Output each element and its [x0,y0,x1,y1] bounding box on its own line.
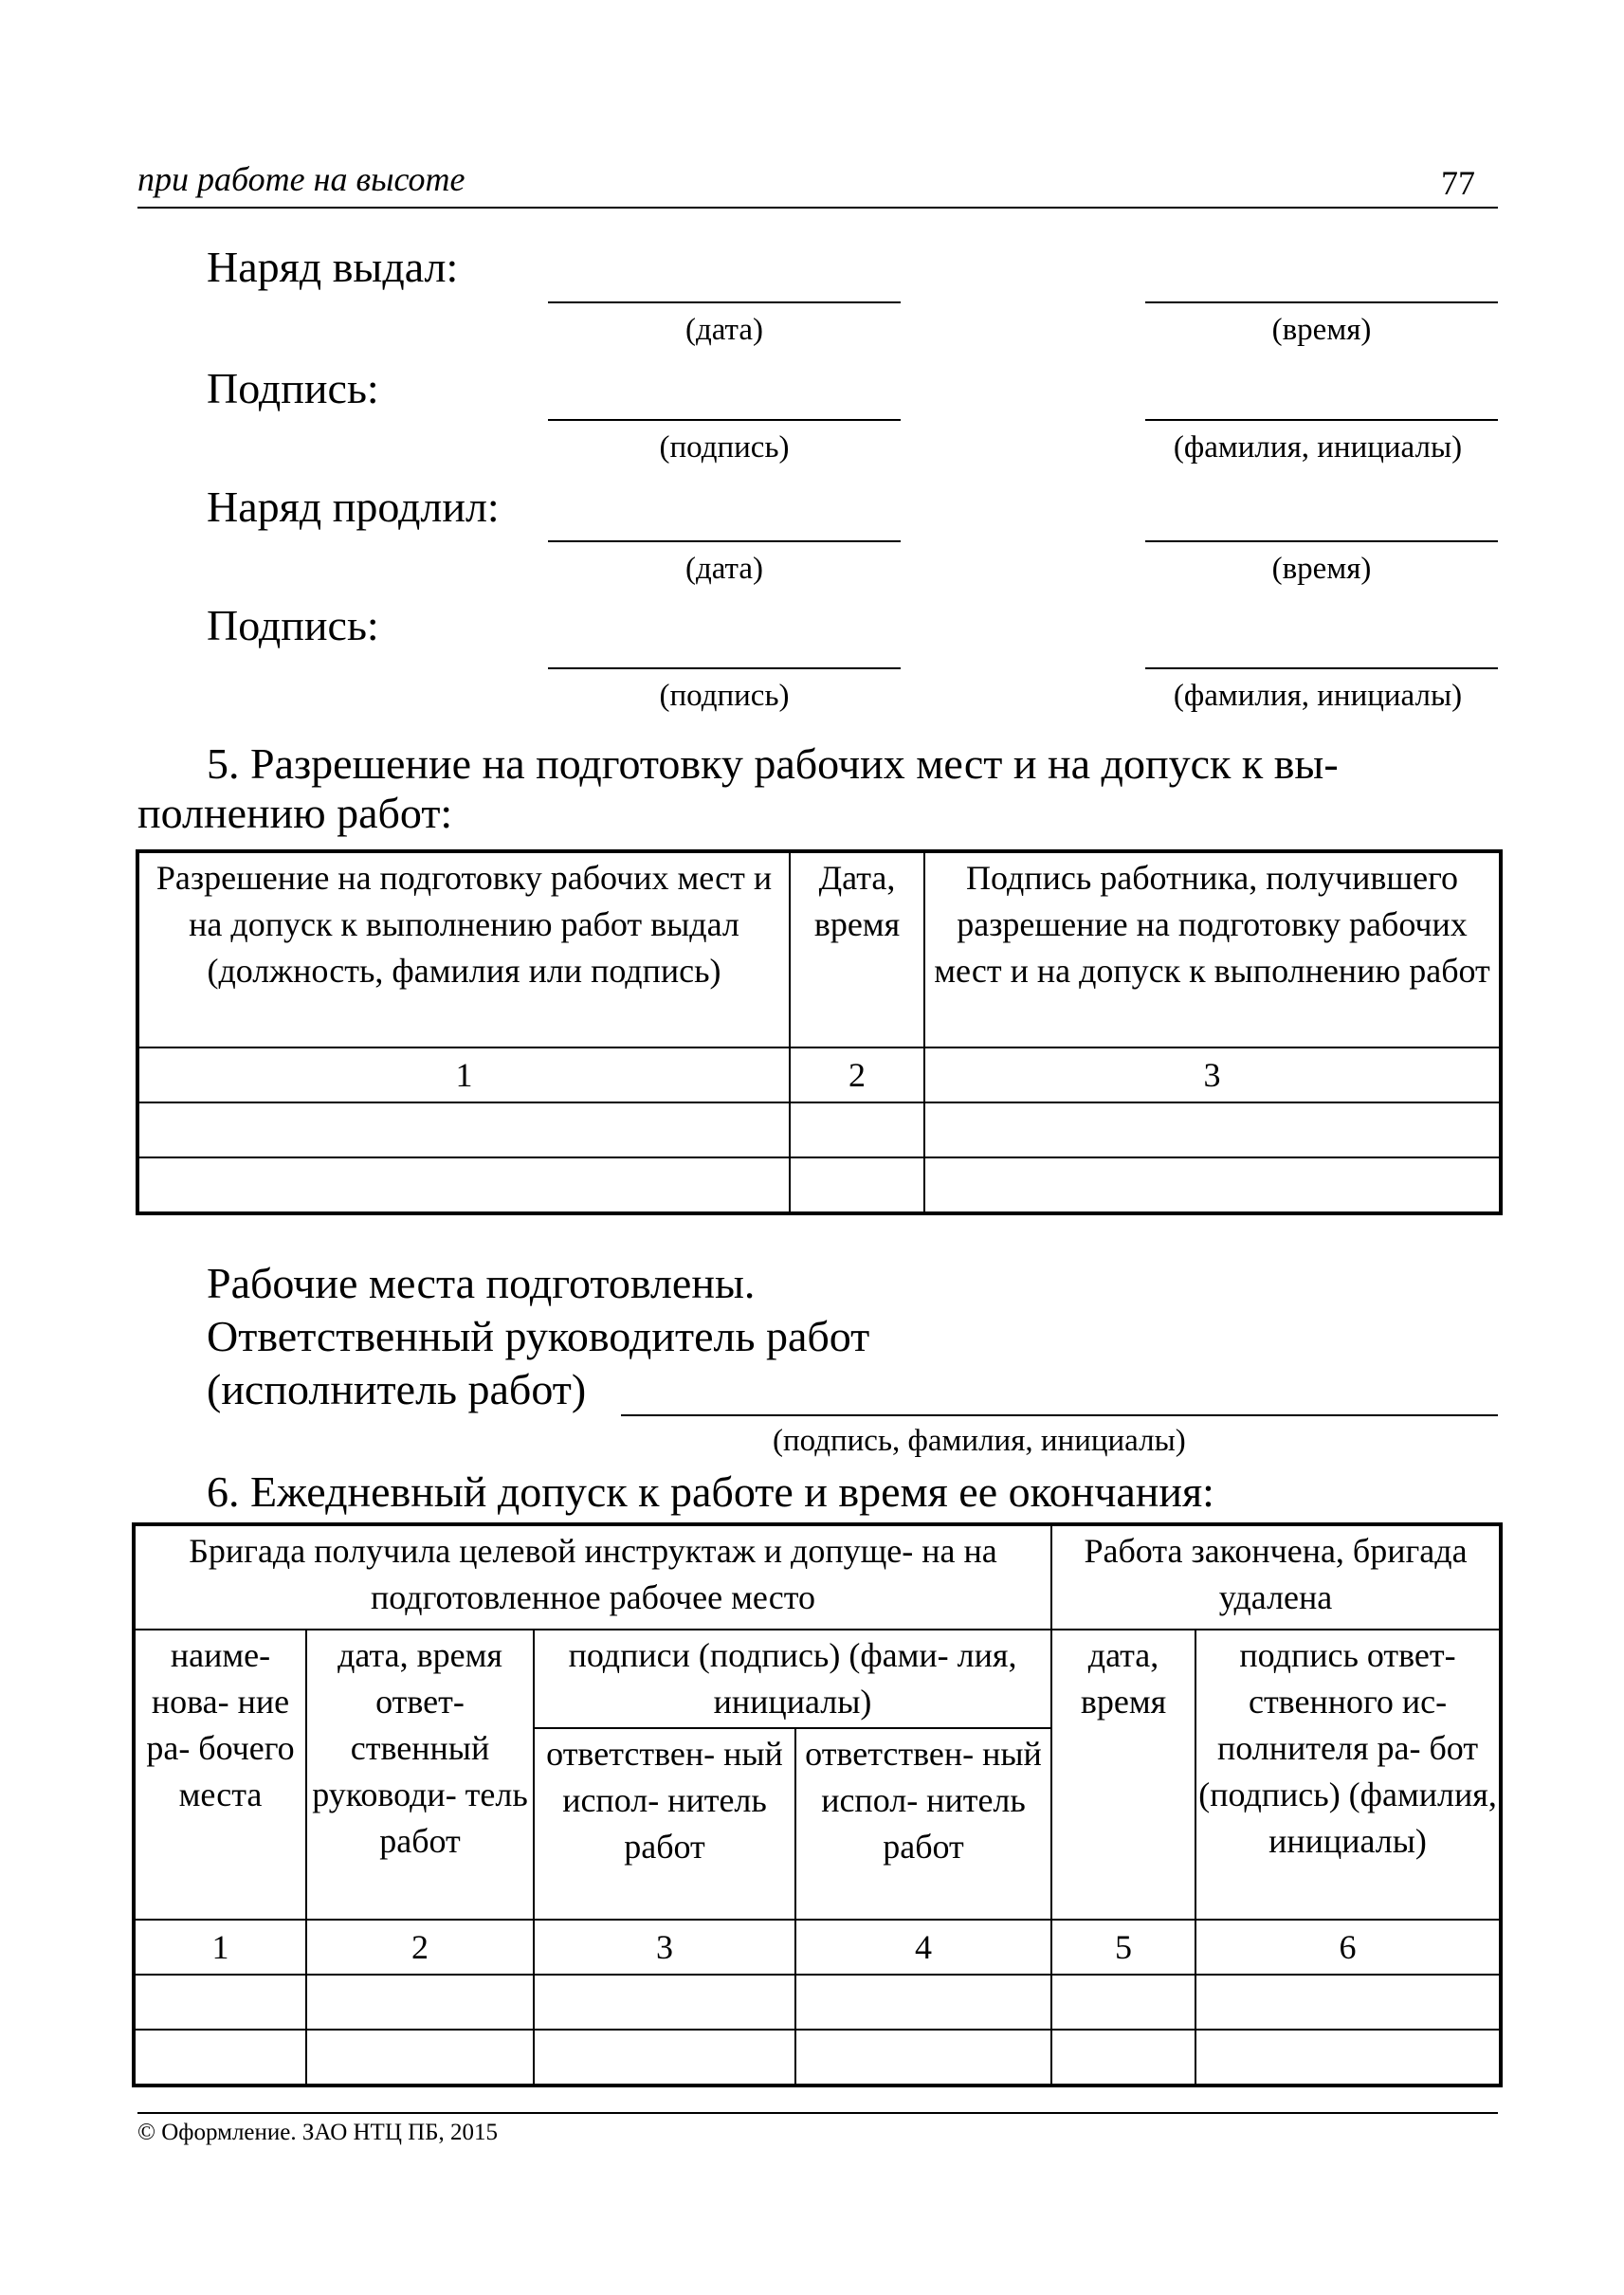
column-header: подписи (подпись) (фами- лия, инициалы) [534,1630,1051,1728]
extended-date-line [548,540,901,542]
name1-line [1145,419,1498,421]
group-header: Бригада получила целевой инструктаж и допуще- на на подготовленное рабочее место [134,1524,1051,1630]
column-header: наиме- нова- ние ра- бочего места [134,1630,306,1920]
prepared-line1: Рабочие места подготовлены. [207,1259,756,1307]
empty-cell [790,1102,924,1157]
empty-cell [1051,2030,1195,2086]
prepared-line3: (исполнитель работ) [207,1365,587,1413]
running-header-title: при работе на высоте [137,160,465,198]
caption-name-2: (фамилия, инициалы) [1173,679,1463,713]
column-header: ответствен- ный испол- нитель работ [534,1728,795,1920]
empty-cell [534,1975,795,2030]
column-number: 6 [1195,1920,1501,1975]
permission-table [136,849,1503,1215]
copyright: © Оформление. ЗАО НТЦ ПБ, 2015 [137,2120,499,2145]
empty-cell [534,2030,795,2086]
empty-cell [924,1102,1501,1157]
section6-heading: 6. Ежедневный допуск к работе и время ее окончания: [207,1467,1214,1516]
column-header: Подпись работника, получившего разрешение на подготовку рабочих мест и на допуск к выполнению работ [924,851,1501,1047]
column-number: 2 [790,1047,924,1102]
empty-cell [795,2030,1051,2086]
issued-label: Наряд выдал: [207,243,459,291]
signature2-line [548,667,901,669]
table-row [134,2030,1501,2086]
daily-admission-table [132,1522,1503,2087]
prepared-signature-line [621,1414,1498,1416]
empty-cell [134,2030,306,2086]
caption-time-2: (время) [1271,552,1372,586]
column-number: 4 [795,1920,1051,1975]
empty-cell [137,1102,790,1157]
table-row [134,1975,1501,2030]
table-row [137,1157,1501,1213]
column-number: 5 [1051,1920,1195,1975]
caption-date-2: (дата) [684,552,764,586]
empty-cell [790,1157,924,1213]
empty-cell [795,1975,1051,2030]
signature2-label: Подпись: [207,601,379,649]
header-rule [137,207,1498,209]
empty-cell [1051,1975,1195,2030]
column-number: 3 [534,1920,795,1975]
column-header: дата, время ответ- ственный руководи- тель работ [306,1630,534,1920]
empty-cell [306,2030,534,2086]
caption-signature-2: (подпись) [659,679,790,713]
empty-cell [137,1157,790,1213]
issued-date-line [548,301,901,303]
column-header: Дата, время [790,851,924,1047]
empty-cell [134,1975,306,2030]
prepared-line2: Ответственный руководитель работ [207,1312,870,1360]
footer-rule [137,2112,1498,2114]
extended-time-line [1145,540,1498,542]
empty-cell [306,1975,534,2030]
caption-name: (фамилия, инициалы) [1173,430,1463,464]
column-number: 1 [137,1047,790,1102]
signature1-line [548,419,901,421]
caption-date: (дата) [684,313,764,347]
page-number: 77 [1441,164,1475,202]
name2-line [1145,667,1498,669]
group-header: Работа закончена, бригада удалена [1051,1524,1501,1630]
column-header: ответствен- ный испол- нитель работ [795,1728,1051,1920]
empty-cell [924,1157,1501,1213]
issued-time-line [1145,301,1498,303]
column-header: Разрешение на подготовку рабочих мест и на допуск к выполнению работ выдал (должность, фамилия или подпись) [137,851,790,1047]
signature1-label: Подпись: [207,364,379,412]
empty-cell [1195,1975,1501,2030]
section5-heading-line1: 5. Разрешение на подготовку рабочих мест и на допуск к вы- [207,739,1339,788]
empty-cell [1195,2030,1501,2086]
prepared-caption: (подпись, фамилия, инициалы) [773,1424,1186,1458]
column-number: 1 [134,1920,306,1975]
caption-time: (время) [1271,313,1372,347]
column-header: подпись ответ- ственного ис- полнителя ра- бот (подпись) (фамилия, инициалы) [1195,1630,1501,1920]
caption-signature: (подпись) [659,430,790,464]
extended-label: Наряд продлил: [207,483,500,531]
table-row [137,1102,1501,1157]
column-number: 2 [306,1920,534,1975]
column-header: дата, время [1051,1630,1195,1920]
section5-heading-line2: полнению работ: [137,789,453,837]
column-number: 3 [924,1047,1501,1102]
